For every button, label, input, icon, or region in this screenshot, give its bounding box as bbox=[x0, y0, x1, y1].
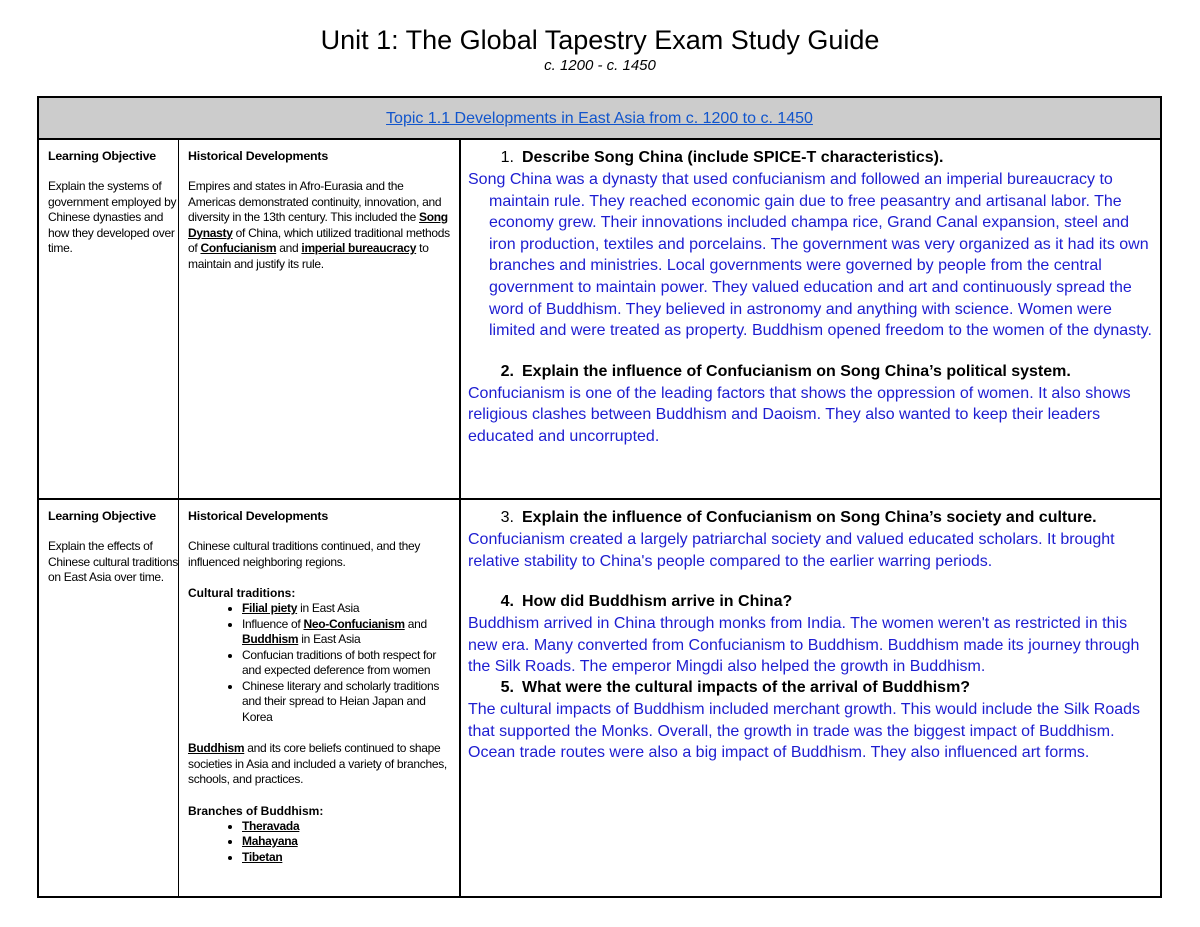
table-row-2 bbox=[39, 500, 1160, 896]
answer-5[interactable]: The cultural impacts of Buddhism included merchant growth. This would include the Silk Roads that supported the Monks. Overall, the growth in trade was the biggest impact of Buddhism. Ocean trade routes were also a big impact of Buddhism. They also influenced art forms. bbox=[468, 700, 1141, 762]
historical-developments-heading: Historical Developments bbox=[188, 149, 329, 163]
branches-heading: Branches of Buddhism: bbox=[188, 803, 324, 818]
list-item: • Filial piety in East Asia bbox=[242, 601, 453, 617]
historical-developments-intro: Chinese cultural traditions continued, and they influenced neighboring regions. bbox=[188, 539, 421, 569]
question-1: 1. Describe Song China (include SPICE-T characteristics). bbox=[500, 149, 944, 166]
list-item: • Confucian traditions of both respect for and expected deference from women bbox=[242, 648, 453, 679]
questions-cell bbox=[462, 500, 1160, 896]
learning-objective-heading: Learning Objective bbox=[48, 509, 156, 523]
list-item: • Chinese literary and scholarly traditions and their spread to Heian Japan and Korea bbox=[242, 679, 453, 726]
topic-header-row bbox=[39, 98, 1160, 140]
historical-developments-cell bbox=[180, 140, 461, 498]
list-item: • Influence of Neo-Confucianism and Buddhism in East Asia bbox=[242, 617, 453, 648]
learning-objective-cell bbox=[39, 140, 179, 498]
table-row-1 bbox=[39, 140, 1160, 500]
question-4: 4. How did Buddhism arrive in China? bbox=[500, 593, 793, 611]
topic-link[interactable]: Topic 1.1 Developments in East Asia from c. 1200 to c. 1450 bbox=[386, 110, 813, 127]
term-imperial-bureaucracy: imperial bureaucracy bbox=[301, 241, 417, 255]
study-guide-table bbox=[37, 96, 1162, 898]
question-3: 3. Explain the influence of Confucianism on Song China’s society and culture. bbox=[500, 509, 1097, 526]
branches-list bbox=[188, 819, 453, 866]
list-item: • Tibetan bbox=[242, 850, 453, 866]
question-5: 5. What were the cultural impacts of the arrival of Buddhism? bbox=[500, 678, 971, 696]
page-title: Unit 1: The Global Tapestry Exam Study Guide bbox=[320, 25, 880, 55]
historical-developments-cell bbox=[180, 500, 461, 896]
cultural-traditions-heading: Cultural traditions: bbox=[188, 586, 296, 600]
answer-3[interactable]: Confucianism created a largely patriarchal society and valued educated scholars. It brought relative stability to China's people compared to the earlier warring periods. bbox=[468, 531, 1115, 570]
learning-objective-text: Explain the effects of Chinese cultural traditions on East Asia over time. bbox=[48, 539, 178, 584]
term-song-dynasty: Song Dynasty bbox=[188, 210, 448, 240]
term-confucianism: Confucianism bbox=[200, 241, 277, 255]
list-item: • Mahayana bbox=[242, 834, 453, 850]
answer-1[interactable]: Song China was a dynasty that used confucianism and followed an imperial bureaucracy to maintain rule. They reached economic gain due to free peasantry and artisanal labor. The economy grew. Their innovations included champa rice, Grand Canal expansion, steel and iron production, textiles and porcelains. The government was very organized as it had its own branches and ministries. Local governments were governed by people from the central government to maintain power. They valued education and art and continuously spread the word of Buddhism. They believed in astronomy and anything with science. Women were limited and were treated as property. Buddhism opened freedom to the women of the dynasty. bbox=[468, 171, 1152, 340]
answer-2[interactable]: Confucianism is one of the leading factors that shows the oppression of women. It also shows religious clashes between Buddhism and Daoism. They also wanted to keep their leaders educated and uncorrupted. bbox=[468, 384, 1131, 445]
historical-developments-text: Empires and states in Afro-Eurasia and the Americas demonstrated continuity, innovation, and diversity in the 13th century. This included the Song Dynasty of China, which utilized traditional methods of Confucianism and imperial bureaucracy to maintain and justify its rule. bbox=[188, 179, 450, 271]
answer-4[interactable]: Buddhism arrived in China through monks from India. The women weren't as restricted in this new era. Many converted from Confucianism to Buddhism. Buddhism made its journey through the Silk Roads. The emperor Mingdi also helped the growth in Buddhism. bbox=[468, 615, 1140, 676]
list-item: • Theravada bbox=[242, 819, 453, 835]
learning-objective-text: Explain the systems of government employed by Chinese dynasties and how they developed over time. bbox=[48, 179, 177, 255]
historical-developments-heading: Historical Developments bbox=[188, 509, 329, 523]
question-2: 2. Explain the influence of Confucianism on Song China’s political system. bbox=[500, 362, 1071, 380]
cultural-traditions-list bbox=[188, 601, 453, 725]
learning-objective-heading: Learning Objective bbox=[48, 149, 156, 163]
learning-objective-cell bbox=[39, 500, 179, 896]
questions-cell bbox=[462, 140, 1160, 498]
buddhism-text: Buddhism and its core beliefs continued to shape societies in Asia and included a variety of branches, schools, and practices. bbox=[188, 741, 447, 786]
page-subtitle: c. 1200 - c. 1450 bbox=[544, 57, 656, 74]
